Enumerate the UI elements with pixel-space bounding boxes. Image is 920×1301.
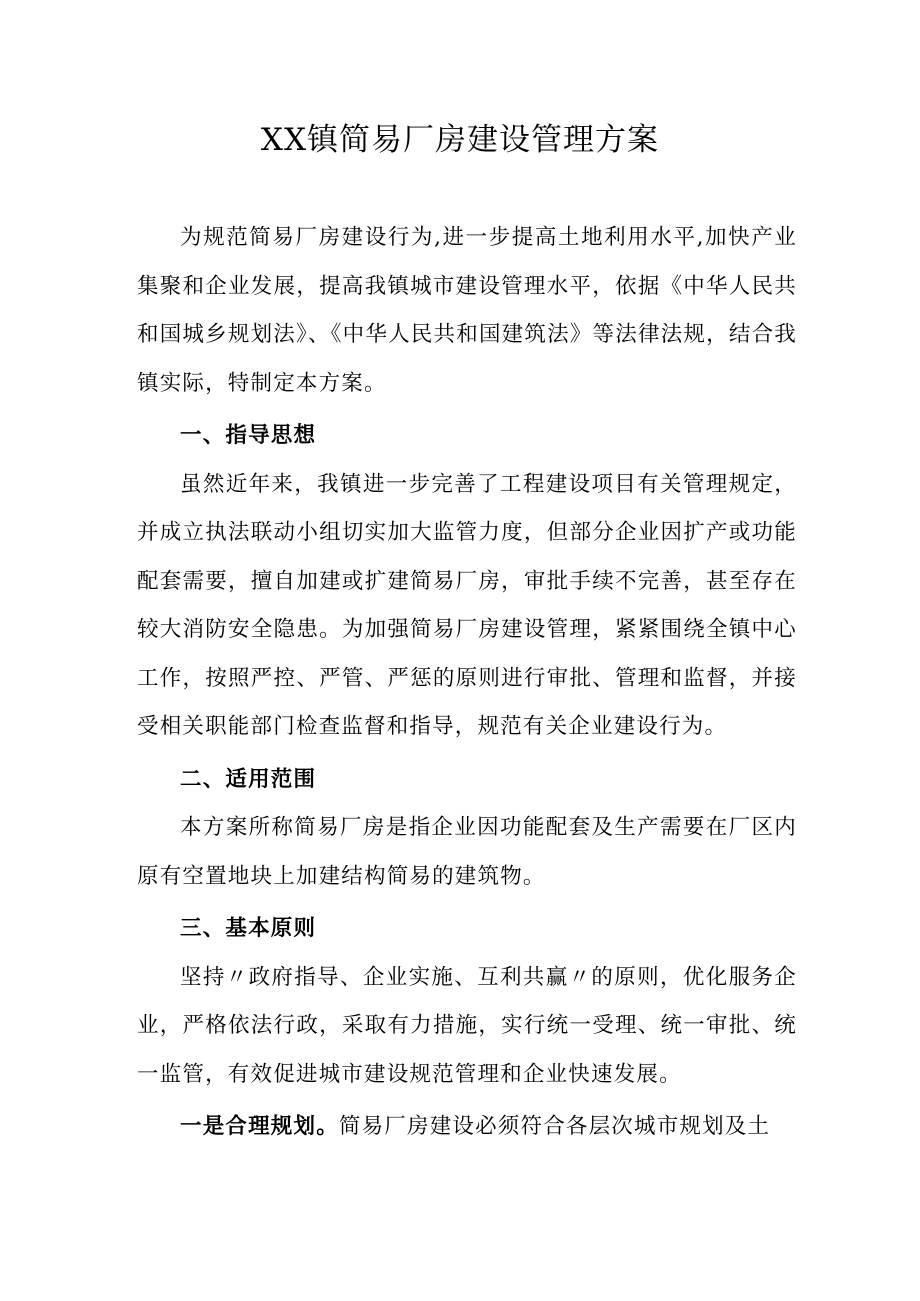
section-heading-basic-principles: 三、基本原则	[180, 916, 317, 941]
document-body	[137, 214, 797, 1152]
section-text-basic-principles: 坚持〃政府指导、企业实施、互利共赢〃的原则，优化服务企业，严格依法行政，采取有力措施，实行统一受理、统一审批、统一监管，有效促进城市建设规范管理和企业快速发展。	[137, 964, 797, 1087]
principle-one-paragraph	[137, 1103, 797, 1152]
document-title: XX镇简易厂房建设管理方案	[260, 122, 660, 158]
principle-one-lead: 一是合理规划。	[180, 1114, 339, 1139]
principle-one-text: 简易厂房建设必须符合各层次城市规划及土	[338, 1114, 771, 1139]
section-heading-guiding-ideology: 一、指导思想	[180, 423, 317, 448]
intro-paragraph: 为规范简易厂房建设行为,进一步提高土地利用水平,加快产业集聚和企业发展，提高我镇城市建设管理水平，依据《中华人民共和国城乡规划法》、《中华人民共和国建筑法》等法律法规，结合我镇实际，特制定本方案。	[137, 225, 797, 396]
section-text-guiding-ideology: 虽然近年来，我镇进一步完善了工程建设项目有关管理规定，并成立执法联动小组切实加大监管力度，但部分企业因扩产或功能配套需要，擅自加建或扩建简易厂房，审批手续不完善，甚至存在较大消防安全隐患。为加强简易厂房建设管理，紧紧围绕全镇中心工作，按照严控、严管、严惩的原则进行审批、管理和监督，并接受相关职能部门检查监督和指导，规范有关企业建设行为。	[137, 471, 797, 739]
section-heading-scope: 二、适用范围	[180, 766, 317, 792]
section-text-scope: 本方案所称简易厂房是指企业因功能配套及生产需要在厂区内原有空置地块上加建结构简易的建筑物。	[137, 815, 797, 889]
